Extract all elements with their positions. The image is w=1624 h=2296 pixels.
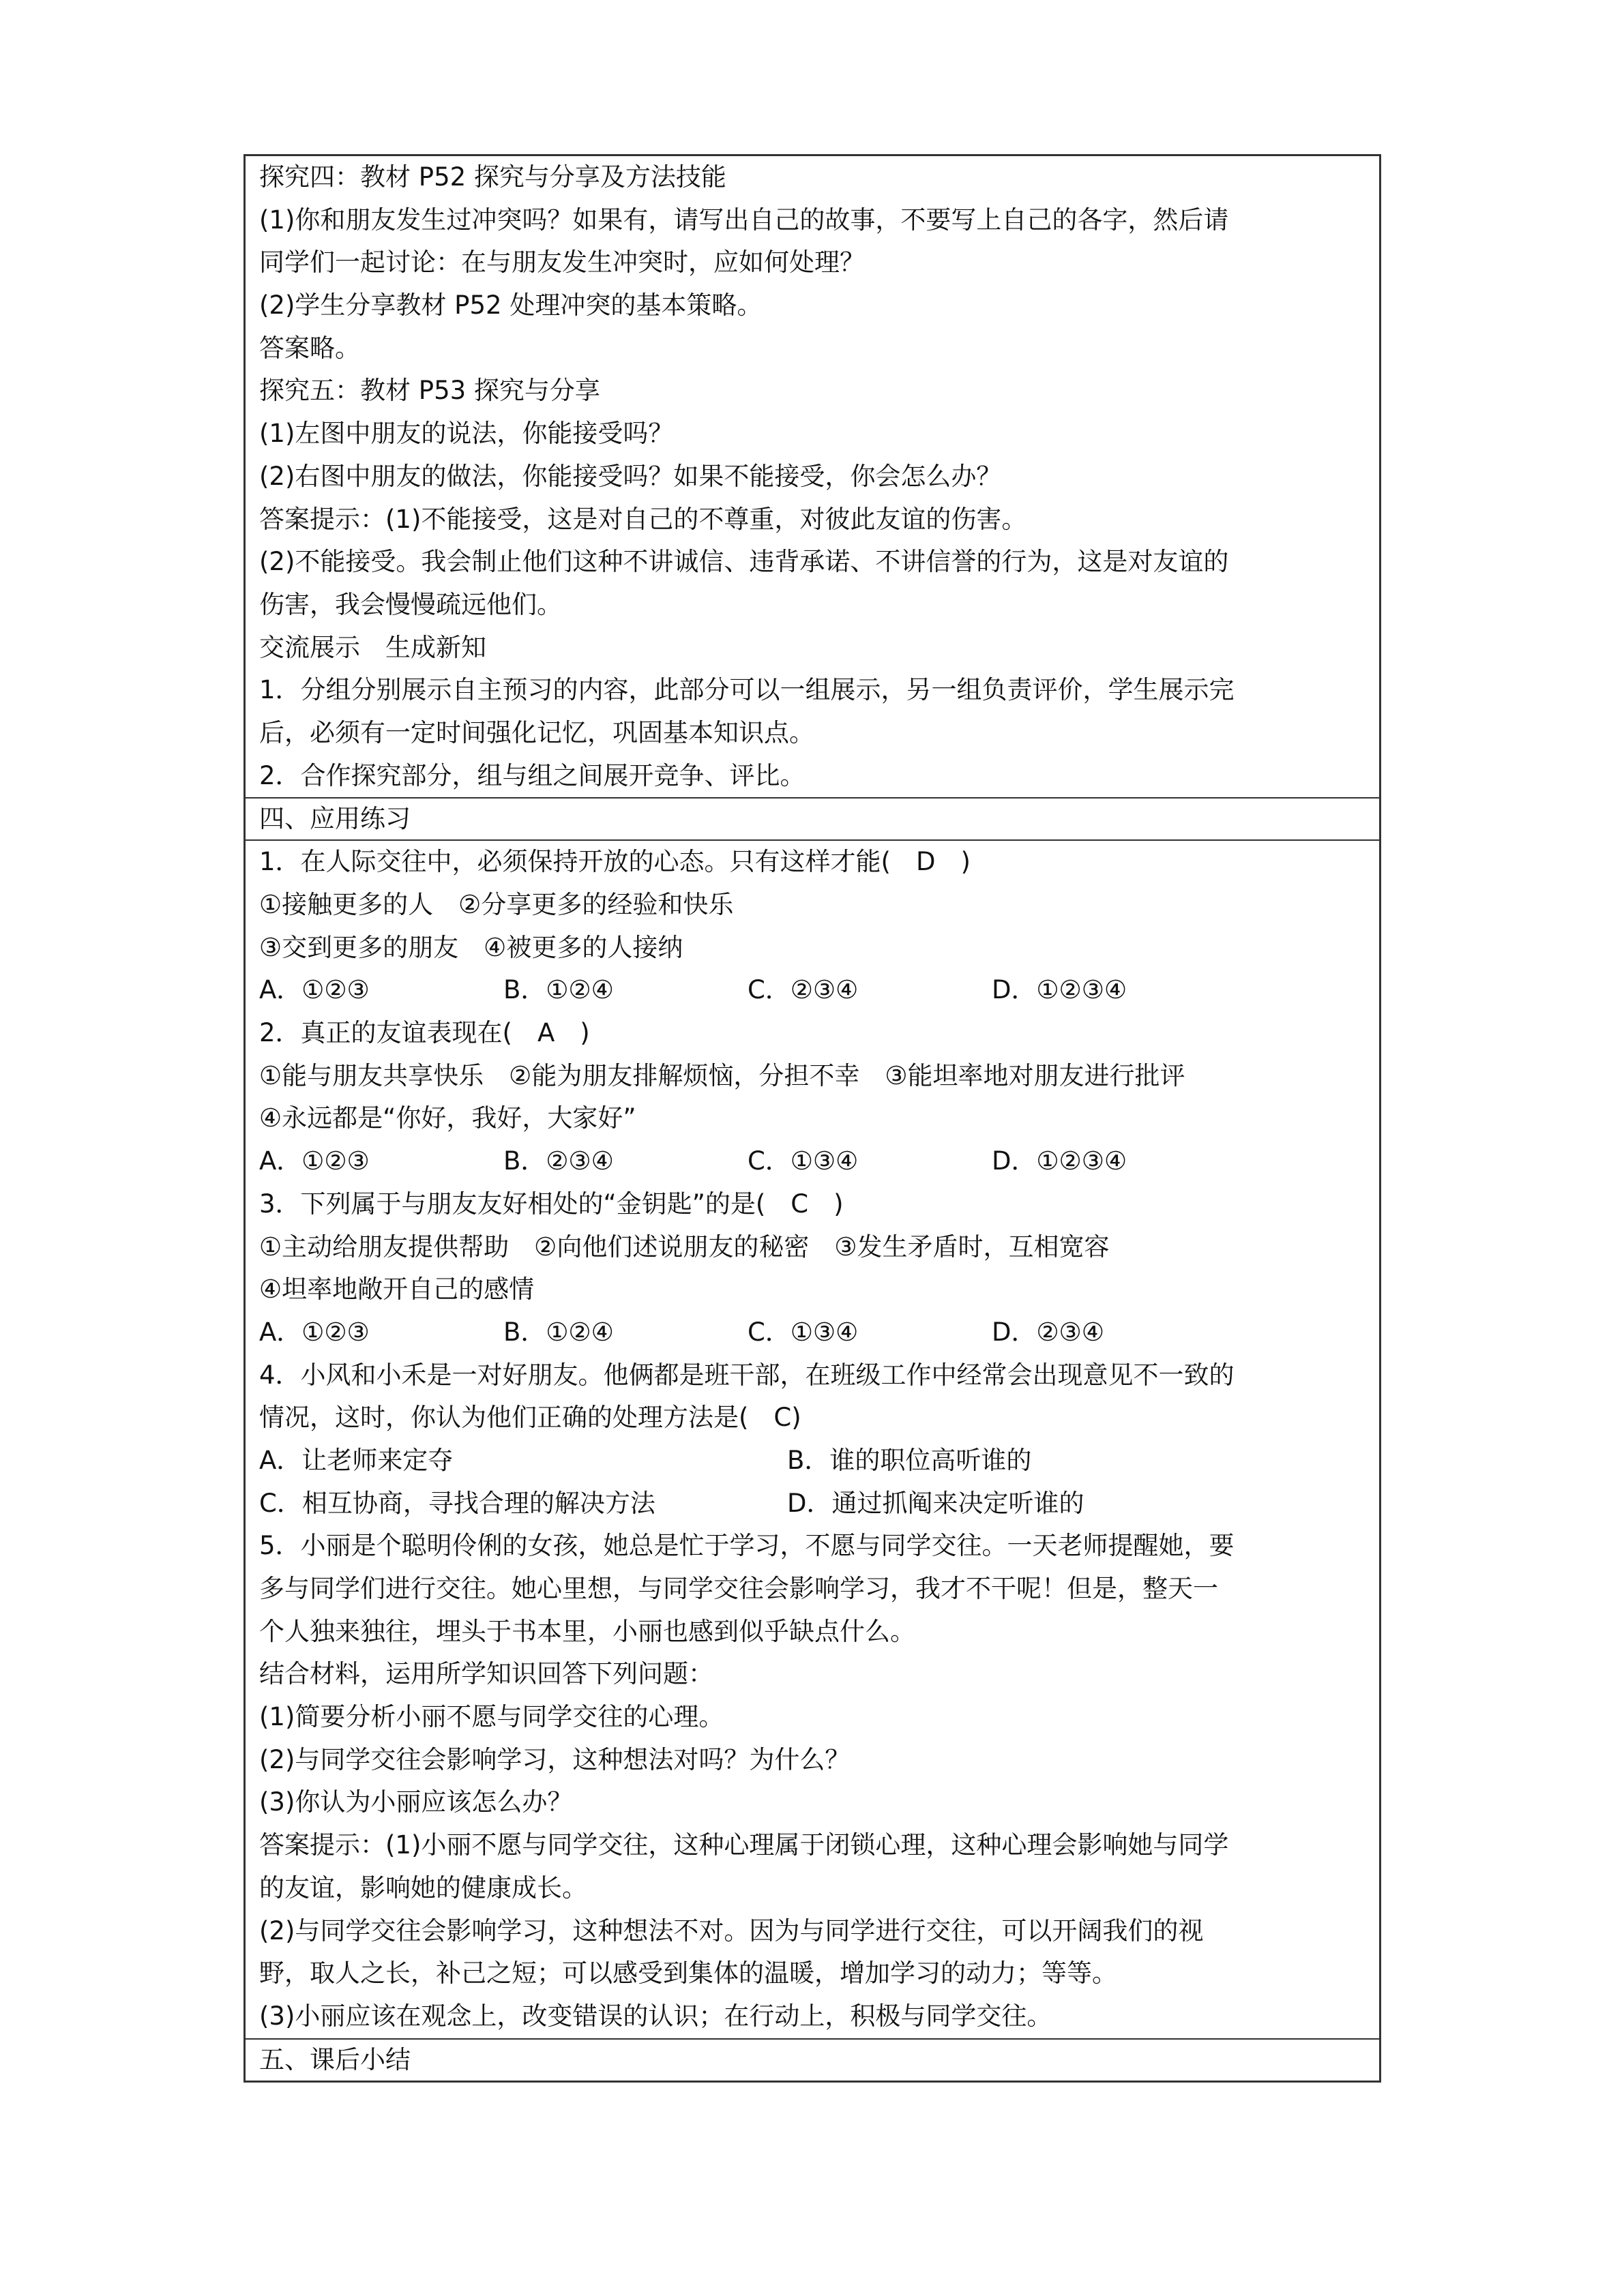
text-line: 5．小丽是个聪明伶俐的女孩，她总是忙于学习，不愿与同学交往。一天老师提醒她，要 (259, 1531, 1235, 1561)
summary-header-row (246, 2038, 1379, 2081)
text-line: (2)不能接受。我会制止他们这种不讲诚信、违背承诺、不讲信誉的行为，这是对友谊的 (259, 547, 1229, 577)
question-item: ①接触更多的人 ②分享更多的经验和快乐 (259, 890, 734, 919)
text-line: 答案提示：(1)不能接受，这是对自己的不尊重，对彼此友谊的伤害。 (259, 504, 1027, 534)
text-line: (2)右图中朋友的做法，你能接受吗？如果不能接受，你会怎么办？ (259, 461, 1002, 491)
question-options (259, 1482, 1365, 1525)
practice-header-row (246, 797, 1379, 839)
option-d: D．①②③④ (992, 975, 1127, 1005)
text-line: 交流展示 生成新知 (259, 632, 486, 662)
option-d: D．通过抓阄来决定听谁的 (787, 1488, 1084, 1518)
question-stem: 2．真正的友谊表现在( A ) (259, 1018, 590, 1048)
question-item: ①能与朋友共享快乐 ②能为朋友排解烦恼，分担不幸 ③能坦率地对朋友进行批评 (259, 1060, 1185, 1090)
option-a: A．①②③ (259, 975, 370, 1005)
question-item: ①主动给朋友提供帮助 ②向他们述说朋友的秘密 ③发生矛盾时，互相宽容 (259, 1232, 1110, 1262)
text-line: 探究四：教材 P52 探究与分享及方法技能 (259, 162, 726, 192)
option-a: A．让老师来定夺 (259, 1445, 454, 1475)
text-line: 个人独来独往，埋头于书本里，小丽也感到似乎缺点什么。 (259, 1616, 915, 1646)
question-item: ④坦率地敞开自己的感情 (259, 1274, 535, 1304)
worksheet-table (243, 154, 1381, 2083)
option-c: C．②③④ (748, 975, 859, 1005)
question-options (259, 1311, 1365, 1354)
text-line: (3)小丽应该在观念上，改变错误的认识；在行动上，积极与同学交往。 (259, 2001, 1052, 2031)
question-item: ③交到更多的朋友 ④被更多的人接纳 (259, 932, 683, 962)
text-line: 1．分组分别展示自主预习的内容，此部分可以一组展示，另一组负责评价，学生展示完 (259, 675, 1235, 705)
question-options (259, 969, 1365, 1012)
option-b: B．谁的职位高听谁的 (787, 1445, 1032, 1475)
text-line: 后，必须有一定时间强化记忆，巩固基本知识点。 (259, 717, 814, 747)
question-stem: 1．在人际交往中，必须保持开放的心态。只有这样才能( D ) (259, 847, 971, 877)
text-line: 多与同学们进行交往。她心里想，与同学交往会影响学习，我才不干呢！但是，整天一 (259, 1574, 1218, 1603)
option-a: A．①②③ (259, 1146, 370, 1176)
text-line: (1)简要分析小丽不愿与同学交往的心理。 (259, 1702, 724, 1732)
option-c: C．①③④ (748, 1317, 859, 1347)
text-line: 结合材料，运用所学知识回答下列问题： (259, 1659, 713, 1689)
question-item: ④永远都是“你好，我好，大家好” (259, 1103, 636, 1133)
text-line: (3)你认为小丽应该怎么办？ (259, 1787, 573, 1817)
option-a: A．①②③ (259, 1317, 370, 1347)
option-d: D．①②③④ (992, 1146, 1127, 1176)
practice-section (246, 839, 1379, 2038)
section-heading: 五、课后小结 (259, 2044, 411, 2074)
text-line: 伤害，我会慢慢疏远他们。 (259, 589, 562, 619)
text-line: (2)与同学交往会影响学习，这种想法对吗？为什么？ (259, 1744, 851, 1774)
section-heading: 四、应用练习 (259, 804, 411, 834)
question-stem: 情况，这时，你认为他们正确的处理方法是( C) (259, 1403, 801, 1433)
option-d: D．②③④ (992, 1317, 1105, 1347)
option-c: C．相互协商，寻找合理的解决方法 (259, 1488, 655, 1518)
text-line: 答案提示：(1)小丽不愿与同学交往，这种心理属于闭锁心理，这种心理会影响她与同学 (259, 1830, 1229, 1860)
text-line: 探究五：教材 P53 探究与分享 (259, 376, 600, 406)
text-line: 的友谊，影响她的健康成长。 (259, 1873, 587, 1903)
question-options (259, 1440, 1365, 1482)
option-b: B．②③④ (503, 1146, 614, 1176)
text-line: 同学们一起讨论：在与朋友发生冲突时，应如何处理？ (259, 248, 865, 278)
option-b: B．①②④ (503, 975, 614, 1005)
text-line: (2)学生分享教材 P52 处理冲突的基本策略。 (259, 290, 763, 320)
text-line: (2)与同学交往会影响学习，这种想法不对。因为与同学进行交往，可以开阔我们的视 (259, 1915, 1204, 1945)
option-c: C．①③④ (748, 1146, 859, 1176)
text-line: 2．合作探究部分，组与组之间展开竞争、评比。 (259, 760, 806, 790)
text-line: (1)左图中朋友的说法，你能接受吗？ (259, 419, 674, 449)
text-line: 野，取人之长，补己之短；可以感受到集体的温暖，增加学习的动力；等等。 (259, 1958, 1117, 1988)
inquiry-section (246, 156, 1379, 797)
text-line: 答案略。 (259, 333, 360, 363)
text-line: (1)你和朋友发生过冲突吗？如果有，请写出自己的故事，不要写上自己的各字，然后请 (259, 205, 1229, 235)
question-options (259, 1140, 1365, 1183)
option-b: B．①②④ (503, 1317, 614, 1347)
question-stem: 3．下列属于与朋友友好相处的“金钥匙”的是( C ) (259, 1189, 844, 1219)
question-stem: 4．小风和小禾是一对好朋友。他俩都是班干部，在班级工作中经常会出现意见不一致的 (259, 1360, 1235, 1390)
